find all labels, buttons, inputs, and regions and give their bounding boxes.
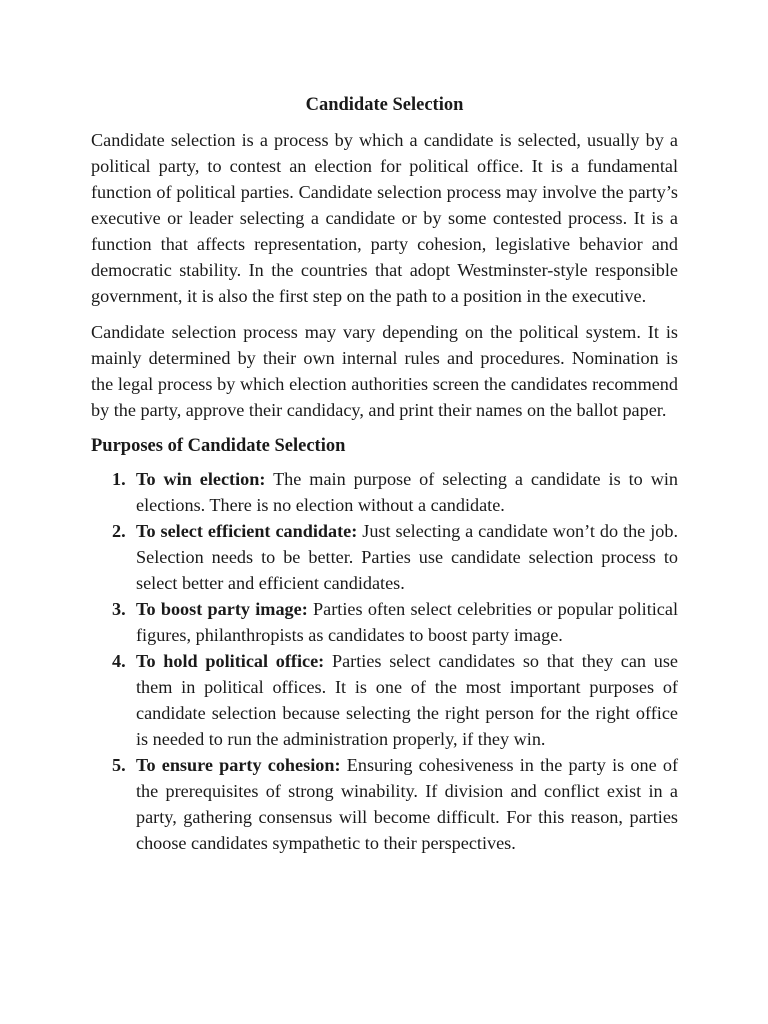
purpose-item-win-election (91, 466, 678, 518)
purpose-number: 2. (112, 521, 126, 541)
purpose-text: The main purpose of selecting a candidate is to win elections. There is no election without a candidate. (136, 469, 679, 515)
purpose-item-party-cohesion (91, 752, 678, 856)
purpose-text: Parties select candidates so that they can use them in political offices. It is one of the most important purposes of candidate selection because selecting the right person for the right office is needed to run the administration properly, if they win. (136, 651, 678, 749)
purpose-item-political-office (91, 648, 678, 752)
purpose-term: To boost party image: (136, 599, 308, 619)
purpose-term: To ensure party cohesion: (136, 755, 341, 775)
purpose-number: 1. (112, 469, 126, 489)
purpose-text: Ensuring cohesiveness in the party is one of the prerequisites of strong winability. If division and conflict exist in a party, gathering consensus will become difficult. For this reason, parties choose candidates sympathetic to their perspectives. (136, 755, 679, 853)
purpose-text: Parties often select celebrities or popular political figures, philanthropists as candidates to boost party image. (136, 599, 678, 645)
purpose-number: 4. (112, 651, 126, 671)
purpose-term: To hold political office: (136, 651, 325, 671)
purpose-item-efficient-candidate (91, 518, 678, 596)
document-page (91, 92, 678, 856)
purpose-item-party-image (91, 596, 678, 648)
document-title: Candidate Selection (305, 95, 464, 115)
purposes-list (91, 466, 678, 856)
purpose-term: To select efficient candidate: (136, 521, 358, 541)
purpose-number: 5. (112, 755, 126, 775)
process-paragraph: Candidate selection process may vary depending on the political system. It is mainly determined by their own internal rules and procedures. Nomination is the legal process by which election authorities screen the candidates recommend by the party, approve their candidacy, and print their names on the ballot paper. (91, 322, 678, 420)
purposes-heading: Purposes of Candidate Selection (91, 436, 346, 456)
purpose-text: Just selecting a candidate won’t do the job. Selection needs to be better. Parties use candidate selection process to select better and efficient candidates. (136, 521, 678, 593)
purpose-number: 3. (112, 599, 126, 619)
intro-paragraph: Candidate selection is a process by which a candidate is selected, usually by a political party, to contest an election for political office. It is a fundamental function of political parties. Candidate selection process may involve the party’s executive or leader selecting a candidate or by some contested process. It is a function that affects representation, party cohesion, legislative behavior and democratic stability. In the countries that adopt Westminster-style responsible government, it is also the first step on the path to a position in the executive. (91, 130, 678, 306)
purpose-term: To win election: (136, 469, 266, 489)
